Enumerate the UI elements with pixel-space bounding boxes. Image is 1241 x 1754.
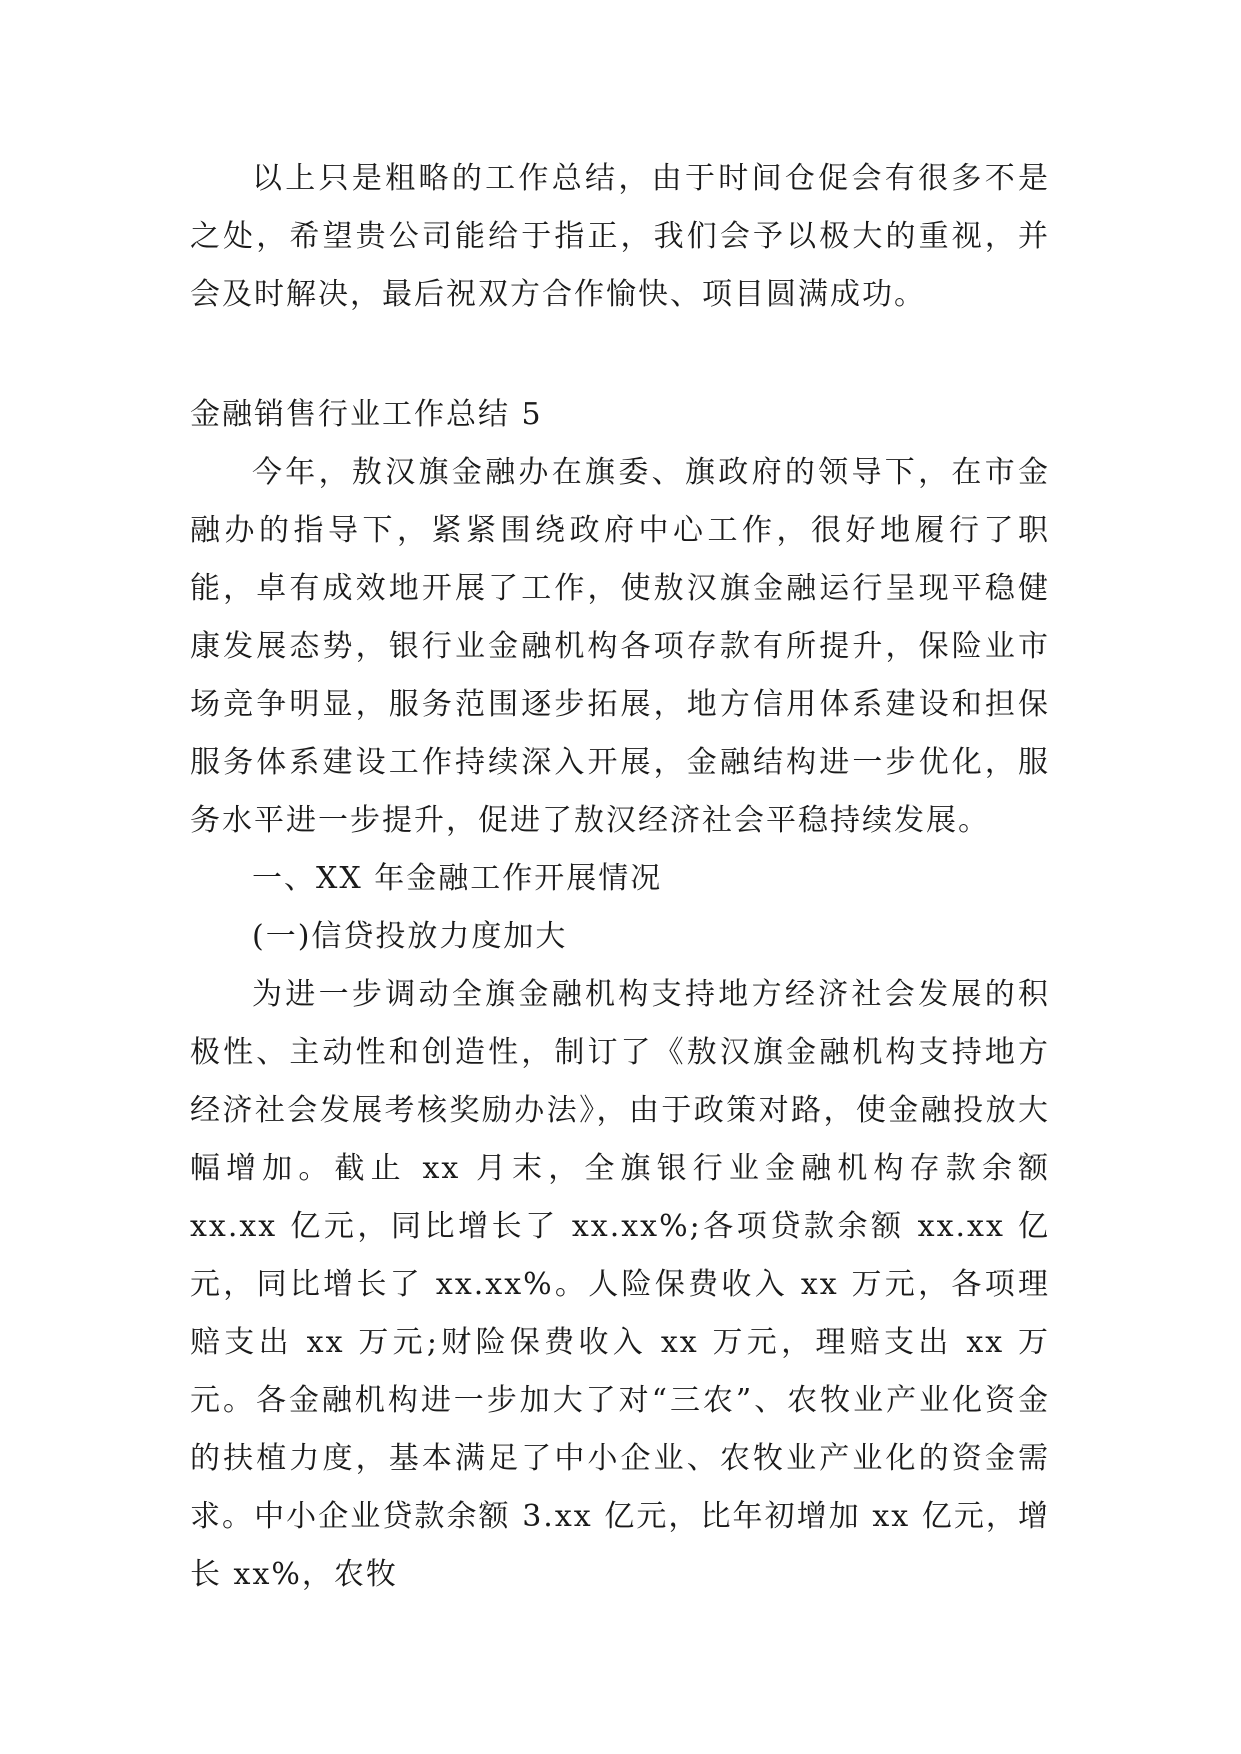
subheading-1: 一、XX 年金融工作开展情况 <box>252 861 663 896</box>
closing-paragraph: 以上只是粗略的工作总结，由于时间仓促会有很多不是之处，希望贵公司能给于指正，我们会予以极大的重视，并会及时解决，最后祝双方合作愉快、项目圆满成功。 <box>190 161 1050 312</box>
document-body <box>190 150 1050 1604</box>
intro-paragraph: 今年，敖汉旗金融办在旗委、旗政府的领导下，在市金融办的指导下，紧紧围绕政府中心工作，很好地履行了职能，卓有成效地开展了工作，使敖汉旗金融运行呈现平稳健康发展态势，银行业金融机构各项存款有所提升，保险业市场竞争明显，服务范围逐步拓展，地方信用体系建设和担保服务体系建设工作持续深入开展，金融结构进一步优化，服务水平进一步提升，促进了敖汉经济社会平稳持续发展。 <box>190 455 1050 838</box>
section-title: 金融销售行业工作总结 5 <box>190 397 543 432</box>
subheading-1-1: (一)信贷投放力度加大 <box>252 919 568 954</box>
body-paragraph: 为进一步调动全旗金融机构支持地方经济社会发展的积极性、主动性和创造性，制订了《敖汉旗金融机构支持地方经济社会发展考核奖励办法》，由于政策对路，使金融投放大幅增加。截止 xx 月末，全旗银行业金融机构存款余额 xx.xx 亿元，同比增长了 xx.xx%;各项贷款余额 xx.xx 亿元，同比增长了 xx.xx%。人险保费收入 xx 万元，各项理赔支出 xx 万元;财险保费收入 xx 万元，理赔支出 xx 万元。各金融机构进一步加大了对“三农”、农牧业产业化资金的扶植力度，基本满足了中小企业、农牧业产业化的资金需求。中小企业贷款余额 3.xx 亿元，比年初增加 xx 亿元，增长 xx%，农牧 <box>190 977 1050 1592</box>
